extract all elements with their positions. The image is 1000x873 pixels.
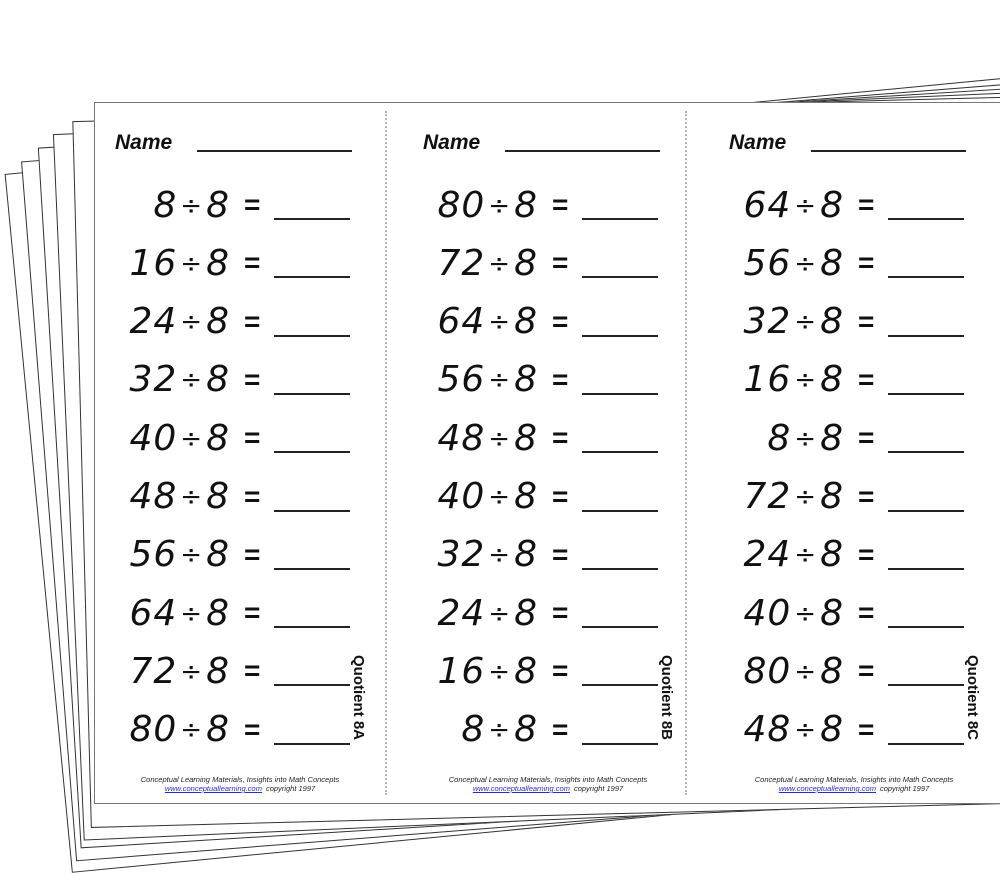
equals-sign: = bbox=[858, 189, 875, 220]
expression bbox=[95, 709, 230, 750]
divide-sign-icon: ÷ bbox=[794, 423, 818, 454]
footer-credits bbox=[403, 775, 693, 793]
answer-blank[interactable] bbox=[888, 335, 964, 337]
website-link[interactable]: www.conceptuallearning.com bbox=[472, 784, 570, 793]
name-input-line[interactable] bbox=[505, 150, 660, 152]
division-problem bbox=[95, 297, 350, 347]
division-problem bbox=[709, 705, 964, 755]
divisor: 8 bbox=[514, 359, 538, 401]
divide-sign-icon: ÷ bbox=[488, 423, 512, 454]
divisor: 8 bbox=[514, 417, 538, 459]
divisor: 8 bbox=[514, 592, 538, 634]
answer-blank[interactable] bbox=[888, 743, 964, 745]
dividend: 24 bbox=[437, 592, 486, 634]
expression bbox=[95, 185, 230, 226]
expression bbox=[95, 651, 230, 692]
divisor: 8 bbox=[206, 709, 230, 751]
dividend: 48 bbox=[743, 709, 792, 751]
divide-sign-icon: ÷ bbox=[794, 656, 818, 687]
dividend: 24 bbox=[743, 534, 792, 576]
answer-blank[interactable] bbox=[582, 393, 658, 395]
divide-sign-icon: ÷ bbox=[794, 715, 818, 746]
equals-sign: = bbox=[552, 538, 569, 570]
answer-blank[interactable] bbox=[888, 276, 964, 278]
equals-sign: = bbox=[552, 247, 569, 279]
equals-sign: = bbox=[858, 538, 875, 570]
answer-blank[interactable] bbox=[582, 684, 658, 686]
expression bbox=[403, 593, 538, 634]
division-problem bbox=[709, 238, 964, 288]
worksheet-version-label: Quotient 8B bbox=[658, 655, 675, 740]
division-problem bbox=[403, 472, 658, 522]
divisor: 8 bbox=[206, 417, 230, 459]
expression bbox=[403, 476, 538, 517]
divide-sign-icon: ÷ bbox=[794, 598, 818, 629]
equals-sign: = bbox=[858, 363, 875, 395]
footer-credits bbox=[709, 775, 999, 793]
dividend: 80 bbox=[743, 650, 792, 692]
division-problem bbox=[403, 588, 658, 638]
name-label: Name bbox=[729, 131, 787, 154]
dividend: 72 bbox=[129, 650, 178, 692]
answer-blank[interactable] bbox=[582, 510, 658, 512]
equals-sign: = bbox=[244, 305, 261, 337]
answer-blank[interactable] bbox=[582, 451, 658, 453]
expression bbox=[95, 534, 230, 575]
answer-blank[interactable] bbox=[582, 335, 658, 337]
answer-blank[interactable] bbox=[888, 451, 964, 453]
division-problem bbox=[709, 646, 964, 696]
expression bbox=[709, 476, 844, 517]
divide-sign-icon: ÷ bbox=[488, 656, 512, 687]
answer-blank[interactable] bbox=[274, 451, 350, 453]
dividend: 16 bbox=[743, 359, 792, 401]
answer-blank[interactable] bbox=[274, 626, 350, 628]
divide-sign-icon: ÷ bbox=[488, 248, 512, 279]
divide-sign-icon: ÷ bbox=[488, 307, 512, 338]
equals-sign: = bbox=[244, 597, 261, 629]
divisor: 8 bbox=[820, 242, 844, 284]
divide-sign-icon: ÷ bbox=[180, 365, 204, 396]
dividend: 48 bbox=[437, 417, 486, 459]
copyright-text: copyright 1997 bbox=[573, 784, 624, 793]
divisor: 8 bbox=[820, 650, 844, 692]
dividend: 80 bbox=[437, 184, 486, 226]
divisor: 8 bbox=[820, 417, 844, 459]
equals-sign: = bbox=[552, 363, 569, 395]
answer-blank[interactable] bbox=[888, 626, 964, 628]
expression bbox=[709, 593, 844, 634]
answer-blank[interactable] bbox=[582, 743, 658, 745]
publisher-text: Conceptual Learning Materials, Insights into Math Concepts bbox=[448, 775, 648, 784]
dividend: 40 bbox=[129, 417, 178, 459]
divide-sign-icon: ÷ bbox=[488, 190, 512, 221]
division-problem bbox=[709, 355, 964, 405]
name-label: Name bbox=[115, 131, 173, 154]
division-problem bbox=[403, 413, 658, 463]
division-problem bbox=[95, 588, 350, 638]
divisor: 8 bbox=[514, 184, 538, 226]
divide-sign-icon: ÷ bbox=[488, 715, 512, 746]
equals-sign: = bbox=[552, 655, 569, 687]
division-problem bbox=[403, 180, 658, 230]
name-input-line[interactable] bbox=[197, 150, 352, 152]
name-field bbox=[729, 131, 966, 155]
equals-sign: = bbox=[244, 655, 261, 687]
division-problem bbox=[709, 530, 964, 580]
expression bbox=[709, 185, 844, 226]
answer-blank[interactable] bbox=[274, 393, 350, 395]
equals-sign: = bbox=[552, 422, 569, 454]
equals-sign: = bbox=[858, 597, 875, 629]
answer-blank[interactable] bbox=[582, 276, 658, 278]
equals-sign: = bbox=[244, 538, 261, 570]
division-problem bbox=[403, 646, 658, 696]
dividend: 72 bbox=[743, 476, 792, 517]
division-problem bbox=[95, 355, 350, 405]
expression bbox=[403, 534, 538, 575]
division-problem bbox=[403, 705, 658, 755]
divisor: 8 bbox=[206, 184, 230, 226]
divide-sign-icon: ÷ bbox=[794, 365, 818, 396]
division-problem bbox=[403, 355, 658, 405]
answer-blank[interactable] bbox=[274, 510, 350, 512]
division-problem bbox=[95, 646, 350, 696]
expression bbox=[403, 359, 538, 400]
divisor: 8 bbox=[514, 242, 538, 284]
equals-sign: = bbox=[244, 713, 261, 745]
divide-sign-icon: ÷ bbox=[488, 598, 512, 629]
expression bbox=[403, 185, 538, 226]
divisor: 8 bbox=[820, 359, 844, 401]
copyright-text: copyright 1997 bbox=[265, 784, 316, 793]
division-problem bbox=[95, 180, 350, 230]
equals-sign: = bbox=[552, 305, 569, 337]
equals-sign: = bbox=[858, 422, 875, 454]
divide-sign-icon: ÷ bbox=[180, 190, 204, 221]
equals-sign: = bbox=[552, 713, 569, 745]
division-problem bbox=[95, 705, 350, 755]
answer-blank[interactable] bbox=[888, 393, 964, 395]
name-label: Name bbox=[423, 131, 481, 154]
divisor: 8 bbox=[820, 592, 844, 634]
expression bbox=[709, 359, 844, 400]
answer-blank[interactable] bbox=[582, 626, 658, 628]
expression bbox=[709, 243, 844, 284]
worksheet-version-label: Quotient 8C bbox=[964, 655, 981, 740]
expression bbox=[95, 243, 230, 284]
expression bbox=[95, 301, 230, 342]
dividend: 24 bbox=[129, 301, 178, 343]
dividend: 80 bbox=[129, 709, 178, 751]
equals-sign: = bbox=[244, 422, 261, 454]
name-field bbox=[115, 131, 352, 155]
worksheet-page bbox=[94, 102, 1000, 804]
division-problem bbox=[709, 297, 964, 347]
divide-sign-icon: ÷ bbox=[488, 365, 512, 396]
answer-blank[interactable] bbox=[274, 218, 350, 220]
expression bbox=[95, 359, 230, 400]
answer-blank[interactable] bbox=[274, 568, 350, 570]
answer-blank[interactable] bbox=[274, 743, 350, 745]
dividend: 64 bbox=[743, 184, 792, 226]
division-problem bbox=[403, 297, 658, 347]
answer-blank[interactable] bbox=[274, 276, 350, 278]
divisor: 8 bbox=[514, 534, 538, 576]
divide-sign-icon: ÷ bbox=[180, 482, 204, 512]
answer-blank[interactable] bbox=[888, 568, 964, 570]
equals-sign: = bbox=[244, 363, 261, 395]
expression bbox=[403, 243, 538, 284]
dividend: 16 bbox=[437, 650, 486, 692]
dividend: 32 bbox=[129, 359, 178, 401]
publisher-text: Conceptual Learning Materials, Insights into Math Concepts bbox=[754, 775, 954, 784]
expression bbox=[709, 418, 844, 459]
division-problem bbox=[95, 530, 350, 580]
expression bbox=[95, 593, 230, 634]
answer-blank[interactable] bbox=[274, 335, 350, 337]
expression bbox=[403, 709, 538, 750]
divide-sign-icon: ÷ bbox=[794, 540, 818, 571]
name-input-line[interactable] bbox=[811, 150, 966, 152]
divide-sign-icon: ÷ bbox=[180, 248, 204, 279]
name-field bbox=[423, 131, 660, 155]
dividend: 48 bbox=[129, 476, 178, 517]
answer-blank[interactable] bbox=[888, 684, 964, 686]
equals-sign: = bbox=[244, 480, 261, 512]
divide-sign-icon: ÷ bbox=[794, 482, 818, 512]
dividend: 56 bbox=[129, 534, 178, 576]
divisor: 8 bbox=[206, 534, 230, 576]
answer-blank[interactable] bbox=[888, 218, 964, 220]
divide-sign-icon: ÷ bbox=[488, 482, 512, 512]
dividend: 40 bbox=[437, 476, 486, 517]
divisor: 8 bbox=[206, 650, 230, 692]
divisor: 8 bbox=[820, 184, 844, 226]
dividend: 64 bbox=[129, 592, 178, 634]
dividend: 32 bbox=[437, 534, 486, 576]
dividend: 32 bbox=[743, 301, 792, 343]
divide-sign-icon: ÷ bbox=[794, 248, 818, 279]
division-problem bbox=[709, 413, 964, 463]
divisor: 8 bbox=[514, 650, 538, 692]
equals-sign: = bbox=[552, 480, 569, 512]
divide-sign-icon: ÷ bbox=[180, 307, 204, 338]
worksheet-column-8c bbox=[709, 103, 1000, 803]
divisor: 8 bbox=[206, 242, 230, 284]
equals-sign: = bbox=[552, 597, 569, 629]
divide-sign-icon: ÷ bbox=[794, 190, 818, 221]
expression bbox=[403, 418, 538, 459]
answer-blank[interactable] bbox=[582, 568, 658, 570]
dividend: 8 bbox=[153, 184, 178, 226]
divide-sign-icon: ÷ bbox=[180, 715, 204, 746]
dividend: 72 bbox=[437, 242, 486, 284]
expression bbox=[709, 709, 844, 750]
equals-sign: = bbox=[858, 713, 875, 745]
equals-sign: = bbox=[244, 189, 261, 220]
divisor: 8 bbox=[206, 301, 230, 343]
dividend: 64 bbox=[437, 301, 486, 343]
website-link[interactable]: www.conceptuallearning.com bbox=[778, 784, 876, 793]
division-problem bbox=[95, 472, 350, 522]
divide-sign-icon: ÷ bbox=[794, 307, 818, 338]
divisor: 8 bbox=[514, 301, 538, 343]
equals-sign: = bbox=[858, 305, 875, 337]
worksheet-version-label: Quotient 8A bbox=[350, 655, 367, 740]
divisor: 8 bbox=[206, 476, 230, 517]
website-link[interactable]: www.conceptuallearning.com bbox=[164, 784, 262, 793]
dividend: 8 bbox=[461, 709, 486, 751]
copyright-text: copyright 1997 bbox=[879, 784, 930, 793]
equals-sign: = bbox=[858, 480, 875, 512]
answer-blank[interactable] bbox=[888, 510, 964, 512]
expression bbox=[95, 476, 230, 517]
divisor: 8 bbox=[514, 709, 538, 751]
dividend: 56 bbox=[743, 242, 792, 284]
dividend: 16 bbox=[129, 242, 178, 284]
publisher-text: Conceptual Learning Materials, Insights into Math Concepts bbox=[140, 775, 340, 784]
divide-sign-icon: ÷ bbox=[180, 656, 204, 687]
equals-sign: = bbox=[858, 655, 875, 687]
equals-sign: = bbox=[552, 189, 569, 220]
division-problem bbox=[95, 413, 350, 463]
division-problem bbox=[709, 588, 964, 638]
expression bbox=[403, 301, 538, 342]
divisor: 8 bbox=[820, 709, 844, 751]
division-problem bbox=[95, 238, 350, 288]
equals-sign: = bbox=[858, 247, 875, 279]
equals-sign: = bbox=[244, 247, 261, 279]
divide-sign-icon: ÷ bbox=[180, 423, 204, 454]
division-problem bbox=[709, 472, 964, 522]
division-problem bbox=[403, 238, 658, 288]
expression bbox=[709, 301, 844, 342]
dividend: 40 bbox=[743, 592, 792, 634]
divide-sign-icon: ÷ bbox=[488, 540, 512, 571]
divide-sign-icon: ÷ bbox=[180, 598, 204, 629]
division-problem bbox=[403, 530, 658, 580]
divisor: 8 bbox=[206, 592, 230, 634]
answer-blank[interactable] bbox=[274, 684, 350, 686]
divisor: 8 bbox=[820, 476, 844, 517]
divisor: 8 bbox=[206, 359, 230, 401]
division-problem bbox=[709, 180, 964, 230]
expression bbox=[403, 651, 538, 692]
answer-blank[interactable] bbox=[582, 218, 658, 220]
expression bbox=[95, 418, 230, 459]
divide-sign-icon: ÷ bbox=[180, 540, 204, 571]
dividend: 56 bbox=[437, 359, 486, 401]
footer-credits bbox=[95, 775, 385, 793]
dividend: 8 bbox=[767, 417, 792, 459]
divisor: 8 bbox=[820, 534, 844, 576]
divisor: 8 bbox=[514, 476, 538, 517]
expression bbox=[709, 651, 844, 692]
divisor: 8 bbox=[820, 301, 844, 343]
expression bbox=[709, 534, 844, 575]
